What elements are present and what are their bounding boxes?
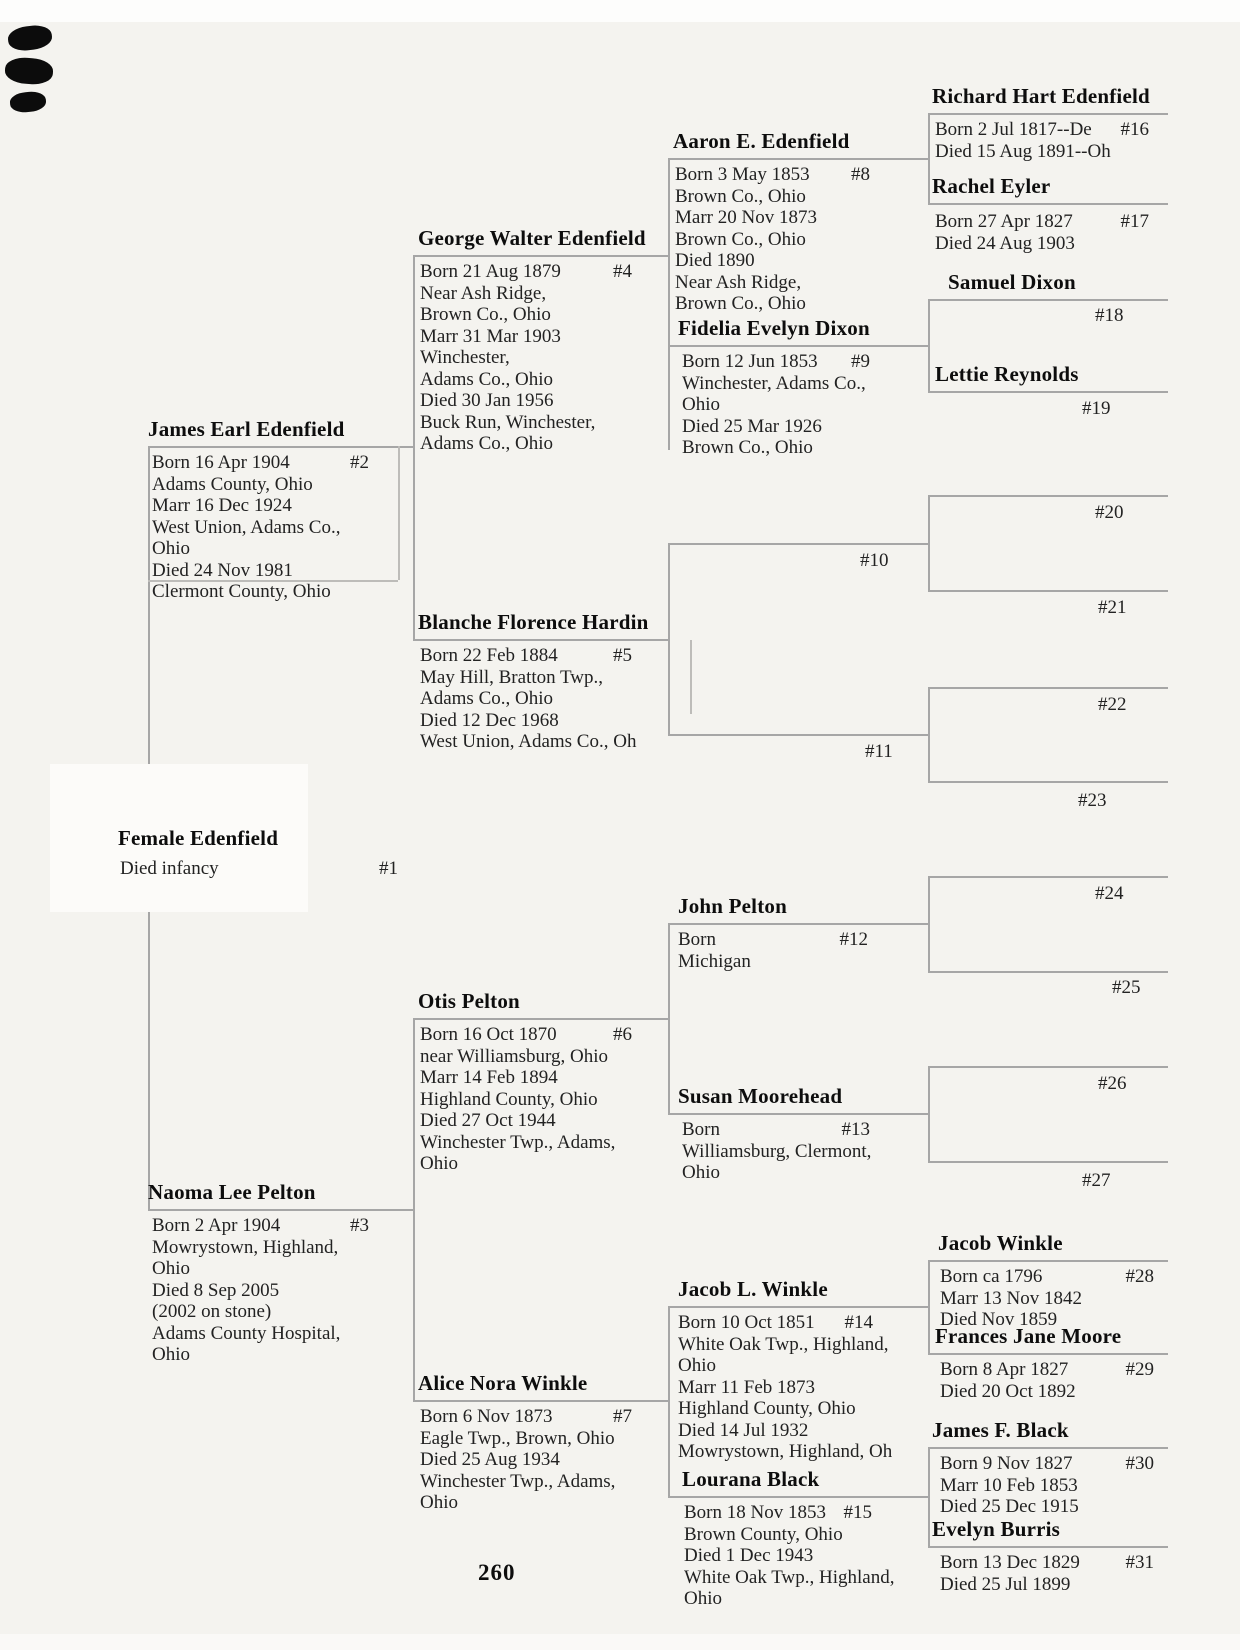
ahnentafel-number: #19 <box>1082 398 1111 419</box>
detail-line: Winchester Twp., Adams, <box>420 1470 616 1492</box>
ahnentafel-number: #7 <box>613 1406 632 1427</box>
detail-lines <box>420 1046 662 1175</box>
person-30-name: James F. Black <box>932 1418 1069 1442</box>
detail-line: Clermont County, Ohio <box>152 581 331 602</box>
bracket-line <box>928 299 930 391</box>
detail-lines <box>675 186 925 315</box>
detail-line: Died 25 Mar 1926 <box>682 415 822 437</box>
detail-line: Born 18 Nov 1853 <box>684 1502 826 1523</box>
detail-line: Died 25 Dec 1915 <box>940 1496 1079 1517</box>
ahnentafel-number: #26 <box>1098 1073 1127 1094</box>
detail-line: Born 16 Apr 1904 <box>152 452 290 473</box>
detail-line: Born 12 Jun 1853 <box>682 351 818 372</box>
detail-line: Died 8 Sep 2005 <box>152 1279 280 1301</box>
person-31-name: Evelyn Burris <box>932 1517 1061 1541</box>
connector-line <box>928 1066 1168 1068</box>
detail-lines <box>940 1475 1162 1518</box>
ahnentafel-number: #8 <box>851 164 870 185</box>
detail-line: West Union, Adams Co., Oh <box>420 731 637 752</box>
ahnentafel-number: #21 <box>1098 597 1127 618</box>
connector-line <box>668 1496 928 1498</box>
scan-top-edge <box>0 0 1240 22</box>
detail-line: Born 3 May 1853 <box>675 164 810 185</box>
connector-line <box>668 1113 928 1115</box>
detail-line: White Oak Twp., Highland, <box>684 1566 895 1588</box>
detail-lines <box>420 667 662 753</box>
detail-line: Died 1890 <box>675 250 755 271</box>
connector-line <box>413 639 668 641</box>
connector-line <box>668 734 928 736</box>
connector-line <box>928 1447 1168 1449</box>
detail-line: Born 10 Oct 1851 <box>678 1312 815 1333</box>
detail-line: Winchester, Adams Co., <box>682 372 866 394</box>
detail-line: Ohio <box>152 1344 190 1365</box>
detail-line: Born 2 Apr 1904 <box>152 1215 281 1236</box>
detail-line: Died infancy <box>120 858 219 879</box>
person-4-details <box>420 261 662 455</box>
ahnentafel-number: #10 <box>860 550 889 571</box>
bracket-line <box>413 1018 415 1400</box>
person-15-name: Lourana Black <box>682 1467 820 1491</box>
detail-lines <box>678 951 923 973</box>
bracket-line <box>668 923 670 1113</box>
detail-line: Died 12 Dec 1968 <box>420 709 559 731</box>
detail-line: Ohio <box>682 394 720 415</box>
detail-line: Marr 11 Feb 1873 <box>678 1376 816 1398</box>
detail-line: Born 22 Feb 1884 <box>420 645 558 666</box>
connector-line <box>928 203 1168 205</box>
person-6-name: Otis Pelton <box>418 989 520 1013</box>
detail-line: Eagle Twp., Brown, Ohio <box>420 1427 615 1449</box>
bracket-line <box>928 113 930 203</box>
connector-line <box>928 113 1168 115</box>
detail-line: Brown Co., Ohio <box>682 437 813 458</box>
person-16-details <box>935 119 1157 162</box>
detail-line: May Hill, Bratton Twp., <box>420 666 604 688</box>
person-5-details <box>420 645 662 753</box>
ahnentafel-number: #27 <box>1082 1170 1111 1191</box>
connector-line <box>413 1400 668 1402</box>
detail-line: Died 24 Aug 1903 <box>935 232 1075 254</box>
detail-line: Brown Co., Ohio <box>675 228 806 250</box>
connector-line <box>413 1018 668 1020</box>
detail-line: Adams County Hospital, <box>152 1322 341 1344</box>
ahnentafel-number: #20 <box>1095 502 1124 523</box>
scan-bottom-edge <box>0 1634 1240 1650</box>
ahnentafel-number: #23 <box>1078 790 1107 811</box>
detail-line: Died 25 Aug 1934 <box>420 1449 560 1470</box>
ahnentafel-number: #11 <box>865 741 893 762</box>
ahnentafel-number: #29 <box>1125 1359 1154 1380</box>
ahnentafel-number: #25 <box>1112 977 1141 998</box>
detail-line: Marr 16 Dec 1924 <box>152 495 292 516</box>
bracket-line <box>668 543 670 734</box>
person-8-details <box>675 164 925 315</box>
detail-lines <box>152 474 397 603</box>
connector-line <box>928 1161 1168 1163</box>
detail-line: Ohio <box>420 1153 458 1174</box>
detail-line: Died 14 Jul 1932 <box>678 1419 809 1441</box>
bracket-line <box>928 495 930 590</box>
detail-line: Born 27 Apr 1827 <box>935 211 1073 232</box>
person-7-name: Alice Nora Winkle <box>418 1371 588 1395</box>
person-16-name: Richard Hart Edenfield <box>932 84 1150 108</box>
bracket-line <box>928 1260 930 1353</box>
person-17-name: Rachel Eyler <box>932 174 1051 198</box>
person-14-name: Jacob L. Winkle <box>678 1277 828 1301</box>
detail-lines <box>940 1574 1162 1596</box>
person-6-details <box>420 1024 662 1175</box>
detail-line: Ohio <box>684 1588 722 1609</box>
detail-line: Mowrystown, Highland, <box>152 1236 339 1258</box>
detail-lines <box>682 1141 925 1184</box>
person-5-name: Blanche Florence Hardin <box>418 610 649 634</box>
ahnentafel-number: #17 <box>1120 211 1149 232</box>
ahnentafel-number: #24 <box>1095 883 1124 904</box>
detail-lines <box>152 1237 397 1366</box>
person-29-details <box>940 1359 1162 1402</box>
page-number: 260 <box>478 1560 516 1585</box>
person-31-details <box>940 1552 1162 1595</box>
bracket-line <box>668 158 670 450</box>
detail-line: Buck Run, Winchester, <box>420 411 596 433</box>
detail-line: Ohio <box>678 1355 716 1376</box>
connector-line <box>668 543 928 545</box>
detail-line: Ohio <box>682 1162 720 1183</box>
detail-lines <box>940 1381 1162 1403</box>
bracket-line <box>928 1066 930 1161</box>
connector-line <box>413 255 668 257</box>
detail-line: Winchester Twp., Adams, <box>420 1131 616 1153</box>
ahnentafel-number: #31 <box>1125 1552 1154 1573</box>
ahnentafel-number: #1 <box>379 858 398 879</box>
person-15-details <box>684 1502 927 1610</box>
ahnentafel-number: #12 <box>839 929 868 950</box>
detail-line: Highland County, Ohio <box>678 1398 856 1419</box>
person-18-name: Samuel Dixon <box>948 270 1076 294</box>
connector-line <box>928 876 1168 878</box>
ahnentafel-number: #5 <box>613 645 632 666</box>
person-3-name: Naoma Lee Pelton <box>148 1180 316 1204</box>
ahnentafel-number: #22 <box>1098 694 1127 715</box>
ahnentafel-number: #15 <box>843 1502 872 1523</box>
detail-line: Adams Co., Ohio <box>420 368 553 390</box>
detail-line: Born 8 Apr 1827 <box>940 1359 1069 1380</box>
person-14-details <box>678 1312 928 1463</box>
detail-line: Born 2 Jul 1817--De <box>935 119 1092 140</box>
detail-line: Died 25 Jul 1899 <box>940 1573 1071 1595</box>
person-13-details <box>682 1119 925 1184</box>
detail-line: White Oak Twp., Highland, <box>678 1333 889 1355</box>
detail-line: Marr 10 Feb 1853 <box>940 1474 1078 1496</box>
detail-lines <box>678 1334 928 1463</box>
scan-artifact <box>7 23 54 52</box>
detail-line: Died 15 Aug 1891--Oh <box>935 140 1111 162</box>
detail-line: Ohio <box>420 1492 458 1513</box>
ahnentafel-number: #9 <box>851 351 870 372</box>
detail-line: Marr 14 Feb 1894 <box>420 1067 558 1088</box>
connector-line <box>928 781 1168 783</box>
detail-line: Brown Co., Ohio <box>675 185 806 207</box>
detail-line: Died 1 Dec 1943 <box>684 1545 814 1566</box>
detail-line: Born 9 Nov 1827 <box>940 1453 1073 1474</box>
cell-border <box>398 446 400 580</box>
connector-line <box>928 495 1168 497</box>
detail-line: Born 6 Nov 1873 <box>420 1406 553 1427</box>
detail-line: Born 13 Dec 1829 <box>940 1552 1080 1573</box>
connector-line <box>928 687 1168 689</box>
detail-line: Ohio <box>152 1258 190 1279</box>
ahnentafel-number: #16 <box>1120 119 1149 140</box>
connector-line <box>928 1546 1168 1548</box>
connector-line <box>668 923 928 925</box>
person-29-name: Frances Jane Moore <box>935 1324 1122 1348</box>
ahnentafel-number: #3 <box>350 1215 369 1236</box>
ahnentafel-number: #6 <box>613 1024 632 1045</box>
detail-line: Died 27 Oct 1944 <box>420 1110 556 1131</box>
cell-border <box>690 640 692 714</box>
detail-lines <box>420 1428 662 1514</box>
detail-line: (2002 on stone) <box>152 1301 272 1322</box>
person-7-details <box>420 1406 662 1514</box>
person-12-name: John Pelton <box>678 894 787 918</box>
ahnentafel-number: #14 <box>844 1312 873 1333</box>
detail-lines <box>420 283 662 455</box>
connector-line <box>148 1209 413 1211</box>
detail-line: Adams Co., Ohio <box>420 688 553 709</box>
detail-line: Born 16 Oct 1870 <box>420 1024 557 1045</box>
detail-line: Marr 13 Nov 1842 <box>940 1287 1082 1309</box>
detail-line: Adams County, Ohio <box>152 473 313 495</box>
connector-line <box>928 299 1168 301</box>
detail-line: Died 30 Jan 1956 <box>420 390 554 411</box>
detail-line: Born 21 Aug 1879 <box>420 261 561 282</box>
person-4-name: George Walter Edenfield <box>418 226 646 250</box>
detail-line: near Williamsburg, Ohio <box>420 1045 608 1067</box>
person-13-name: Susan Moorehead <box>678 1084 843 1108</box>
ahnentafel-number: #4 <box>613 261 632 282</box>
detail-line: Near Ash Ridge, <box>420 282 547 304</box>
detail-lines <box>684 1524 927 1610</box>
scan-artifact <box>9 90 47 113</box>
detail-line: Williamsburg, Clermont, <box>682 1140 872 1162</box>
detail-line: Highland County, Ohio <box>420 1088 598 1110</box>
detail-line: Ohio <box>152 538 190 559</box>
detail-lines <box>935 141 1157 163</box>
detail-line: West Union, Adams Co., <box>152 516 341 538</box>
ahnentafel-number: #13 <box>841 1119 870 1140</box>
detail-line: Marr 20 Nov 1873 <box>675 207 817 228</box>
detail-line: Mowrystown, Highland, Oh <box>678 1441 893 1462</box>
connector-line <box>928 391 1168 393</box>
scan-artifact <box>4 56 54 85</box>
bracket-line <box>928 687 930 781</box>
detail-line: Brown Co., Ohio <box>675 293 806 314</box>
connector-line <box>148 446 413 448</box>
person-9-name: Fidelia Evelyn Dixon <box>678 316 870 340</box>
detail-line: Died 20 Oct 1892 <box>940 1380 1076 1402</box>
connector-line <box>668 345 928 347</box>
detail-line: Marr 31 Mar 1903 <box>420 325 561 347</box>
ahnentafel-number: #2 <box>350 452 369 473</box>
person-30-details <box>940 1453 1162 1518</box>
ahnentafel-number: #28 <box>1125 1266 1154 1287</box>
person-28-details <box>940 1266 1162 1331</box>
detail-line: Born <box>678 929 716 950</box>
connector-line <box>928 971 1168 973</box>
connector-line <box>668 158 928 160</box>
person-12-details <box>678 929 923 972</box>
detail-line: Michigan <box>678 950 751 972</box>
detail-line: Died Nov 1859 <box>940 1309 1058 1330</box>
ahnentafel-number: #30 <box>1125 1453 1154 1474</box>
connector-line <box>668 1306 928 1308</box>
detail-line: Died 24 Nov 1981 <box>152 559 293 581</box>
person-17-details <box>935 211 1157 254</box>
detail-lines <box>682 373 925 459</box>
bracket-line <box>668 1306 670 1496</box>
person-1-details <box>120 858 398 880</box>
person-3-details <box>152 1215 397 1366</box>
detail-line: Born <box>682 1119 720 1140</box>
ahnentafel-number: #18 <box>1095 305 1124 326</box>
person-8-name: Aaron E. Edenfield <box>673 129 850 153</box>
detail-line: Brown Co., Ohio <box>420 304 551 325</box>
person-9-details <box>682 351 925 459</box>
connector-line <box>928 590 1168 592</box>
detail-line: Brown County, Ohio <box>684 1523 843 1545</box>
detail-lines <box>935 233 1157 255</box>
bracket-line <box>928 876 930 971</box>
bracket-line <box>413 255 415 639</box>
person-2-details <box>152 452 397 603</box>
detail-line: Winchester, <box>420 347 510 368</box>
detail-line: Near Ash Ridge, <box>675 271 802 293</box>
bracket-line <box>928 1447 930 1546</box>
detail-line: Born ca 1796 <box>940 1266 1043 1287</box>
person-19-name: Lettie Reynolds <box>935 362 1079 386</box>
detail-line: Adams Co., Ohio <box>420 433 553 454</box>
person-1-name: Female Edenfield <box>118 826 279 850</box>
person-28-name: Jacob Winkle <box>938 1231 1063 1255</box>
person-2-name: James Earl Edenfield <box>148 417 345 441</box>
connector-line <box>928 1260 1168 1262</box>
connector-line <box>928 1353 1168 1355</box>
